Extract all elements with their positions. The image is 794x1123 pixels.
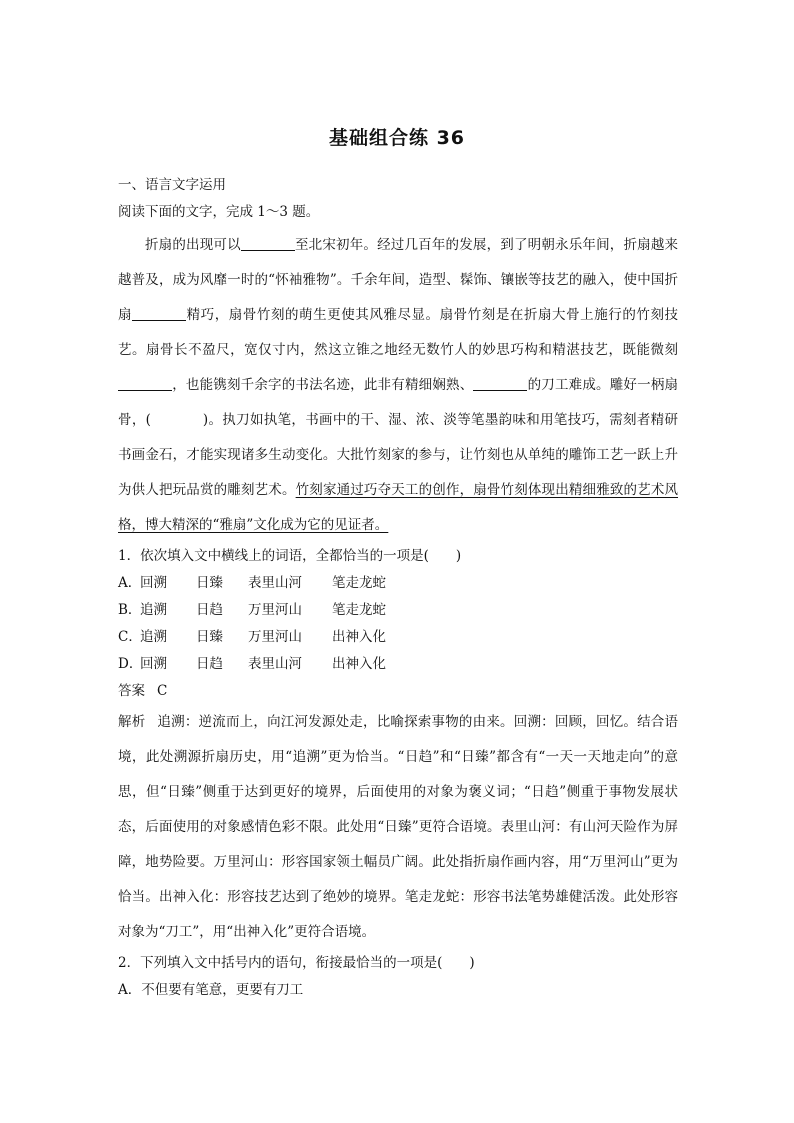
passage-text-4: ，也能镌刻千余字的书法名迹，此非有精细娴熟、 bbox=[172, 377, 474, 393]
option-word-1: 追溯 bbox=[140, 629, 167, 645]
section-heading: 一、语言文字运用 bbox=[118, 177, 226, 193]
option-key: C． bbox=[118, 629, 142, 645]
passage-text-2: 至北宋初年。经过几百年的发展，到了明朝永乐年间，折扇越来越普及，成为风靡一时的“怀袖雅物”。千余年间，造型、髹饰、镶嵌等技艺的融入，使中国折扇 bbox=[118, 237, 679, 323]
question-2-stem: 2．下列填入文中括号内的语句，衔接最恰当的一项是( ) bbox=[118, 955, 475, 971]
instruction-text: 阅读下面的文字，完成 1～3 题。 bbox=[118, 204, 320, 220]
analysis-label: 解析 bbox=[118, 714, 146, 730]
document-body bbox=[118, 172, 678, 1004]
option-word-1: 回溯 bbox=[140, 575, 167, 591]
option-key: A． bbox=[118, 575, 142, 591]
option-word-2: 日趋 bbox=[196, 656, 223, 672]
fill-blank-2 bbox=[132, 306, 186, 321]
option-word-2: 日臻 bbox=[196, 575, 223, 591]
option-key: D． bbox=[118, 656, 143, 672]
answer-value: C bbox=[157, 683, 168, 699]
passage-text-5: 的刀工难成。雕好一柄扇骨，( bbox=[118, 377, 679, 428]
option-word-2: 日趋 bbox=[196, 602, 223, 618]
option-word-2: 日臻 bbox=[196, 629, 223, 645]
question-2-option-a: A．不但要有笔意，更要有刀工 bbox=[118, 982, 304, 998]
option-word-4: 出神入化 bbox=[332, 629, 386, 645]
option-key: B． bbox=[118, 602, 142, 618]
option-word-3: 万里河山 bbox=[248, 602, 302, 618]
fill-blank-1 bbox=[241, 236, 295, 251]
answer-label: 答案 bbox=[118, 683, 145, 699]
analysis-paragraph bbox=[118, 705, 678, 950]
question-1-option-b bbox=[118, 597, 678, 624]
option-word-4: 笔走龙蛇 bbox=[332, 575, 386, 591]
option-word-1: 追溯 bbox=[140, 602, 167, 618]
option-word-4: 笔走龙蛇 bbox=[332, 602, 386, 618]
question-1-option-c bbox=[118, 624, 678, 651]
underlined-sentence: 竹刻家通过巧夺天工的创作，扇骨竹刻体现出精细雅致的艺术风格，博大精深的“雅扇”文化成为它的见证者。 bbox=[118, 482, 679, 533]
answer-line bbox=[118, 678, 678, 705]
option-word-4: 出神入化 bbox=[332, 656, 386, 672]
question-1-stem: 1．依次填入文中横线上的词语，全都恰当的一项是( ) bbox=[118, 548, 462, 564]
fill-blank-4 bbox=[473, 376, 527, 391]
passage-text-6: )。执刀如执笔，书画中的干、湿、浓、淡等笔墨韵味和用笔技巧，需刻者精研书画金石，才能实现诸多生动变化。大批竹刻家的参与，让竹刻也从单纯的雕饰工艺一跃上升为供人把玩品赏的雕刻艺术。 bbox=[118, 412, 678, 498]
fill-blank-3 bbox=[118, 376, 172, 391]
option-word-1: 回溯 bbox=[140, 656, 167, 672]
reading-passage bbox=[118, 226, 678, 543]
question-1-option-d bbox=[118, 651, 678, 678]
analysis-text: 追溯：逆流而上，向江河发源处走，比喻探索事物的由来。回溯：回顾，回忆。结合语境，此处溯源折扇历史，用“追溯”更为恰当。“日趋”和“日臻”都含有“一天一天地走向”的意思，但“日臻”侧重于达到更好的境界，后面使用的对象为褒义词；“日趋”侧重于事物发展状态，后面使用的对象感情色彩不限。此处用“日臻”更符合语境。表里山河：有山河天险作为屏障，地势险要。万里河山：形容国家领土幅员广阔。此处指折扇作画内容，用“万里河山”更为恰当。出神入化：形容技艺达到了绝妙的境界。笔走龙蛇：形容书法笔势雄健活泼。此处形容对象为“刀工”，用“出神入化”更符合语境。 bbox=[118, 714, 679, 940]
question-1-option-a bbox=[118, 570, 678, 597]
option-word-3: 表里山河 bbox=[248, 575, 302, 591]
option-word-3: 表里山河 bbox=[248, 656, 302, 672]
page-title: 基础组合练 36 bbox=[328, 127, 466, 149]
passage-text-1: 折扇的出现可以 bbox=[145, 237, 241, 253]
passage-text-3: 精巧，扇骨竹刻的萌生更使其风雅尽显。扇骨竹刻是在折扇大骨上施行的竹刻技艺。扇骨长不盈尺，宽仅寸内，然这立锥之地经无数竹人的妙思巧构和精湛技艺，既能微刻 bbox=[118, 307, 679, 358]
option-word-3: 万里河山 bbox=[248, 629, 302, 645]
